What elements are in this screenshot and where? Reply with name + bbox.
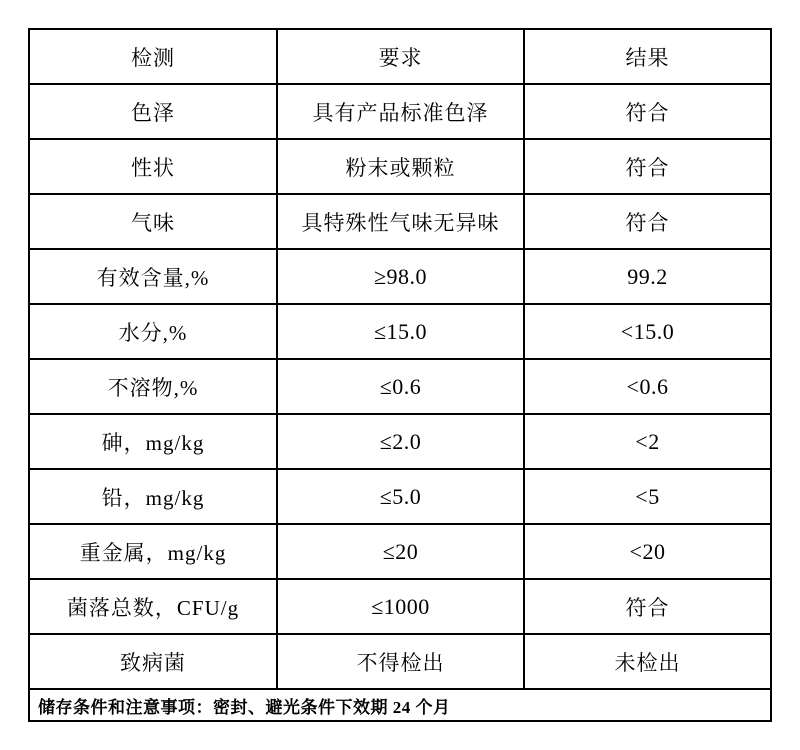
table-row xyxy=(29,304,771,359)
table-row xyxy=(29,139,771,194)
cell-requirement: ≤0.6 xyxy=(277,359,524,414)
table-row xyxy=(29,634,771,689)
cell-requirement: 具特殊性气味无异味 xyxy=(277,194,524,249)
cell-requirement: 不得检出 xyxy=(277,634,524,689)
cell-result: 符合 xyxy=(524,139,771,194)
column-header-result: 结果 xyxy=(524,29,771,84)
storage-note: 储存条件和注意事项：密封、避光条件下效期 24 个月 xyxy=(29,689,771,721)
column-header-requirement: 要求 xyxy=(277,29,524,84)
cell-item: 重金属，mg/kg xyxy=(29,524,277,579)
cell-requirement: ≥98.0 xyxy=(277,249,524,304)
cell-result: 符合 xyxy=(524,579,771,634)
inspection-table xyxy=(28,28,772,722)
cell-result: 符合 xyxy=(524,194,771,249)
cell-result: <5 xyxy=(524,469,771,524)
table-row xyxy=(29,249,771,304)
cell-requirement: ≤5.0 xyxy=(277,469,524,524)
table-row xyxy=(29,414,771,469)
cell-item: 不溶物,% xyxy=(29,359,277,414)
cell-result: <15.0 xyxy=(524,304,771,359)
cell-result: <0.6 xyxy=(524,359,771,414)
column-header-item: 检测 xyxy=(29,29,277,84)
table-row xyxy=(29,194,771,249)
cell-result: <20 xyxy=(524,524,771,579)
cell-result: <2 xyxy=(524,414,771,469)
cell-requirement: ≤2.0 xyxy=(277,414,524,469)
cell-requirement: ≤1000 xyxy=(277,579,524,634)
cell-item: 水分,% xyxy=(29,304,277,359)
cell-result: 符合 xyxy=(524,84,771,139)
cell-item: 色泽 xyxy=(29,84,277,139)
cell-item: 致病菌 xyxy=(29,634,277,689)
footer-row xyxy=(29,689,771,721)
cell-item: 有效含量,% xyxy=(29,249,277,304)
table-row xyxy=(29,524,771,579)
cell-requirement: ≤20 xyxy=(277,524,524,579)
cell-result: 未检出 xyxy=(524,634,771,689)
cell-item: 菌落总数，CFU/g xyxy=(29,579,277,634)
cell-item: 砷，mg/kg xyxy=(29,414,277,469)
cell-requirement: 具有产品标准色泽 xyxy=(277,84,524,139)
table-row xyxy=(29,469,771,524)
cell-requirement: ≤15.0 xyxy=(277,304,524,359)
cell-item: 铅，mg/kg xyxy=(29,469,277,524)
cell-item: 气味 xyxy=(29,194,277,249)
header-row xyxy=(29,29,771,84)
table-row xyxy=(29,359,771,414)
table-row xyxy=(29,84,771,139)
cell-requirement: 粉末或颗粒 xyxy=(277,139,524,194)
cell-result: 99.2 xyxy=(524,249,771,304)
cell-item: 性状 xyxy=(29,139,277,194)
table-row xyxy=(29,579,771,634)
